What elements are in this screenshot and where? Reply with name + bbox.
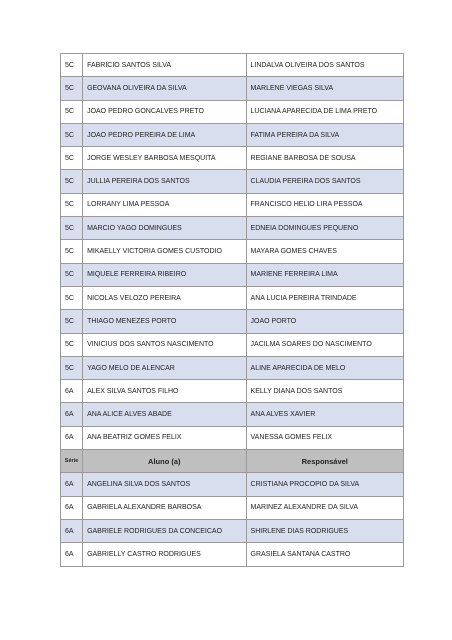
table-row bbox=[61, 240, 404, 263]
table-row bbox=[61, 310, 404, 333]
cell-serie: 5C bbox=[61, 54, 83, 77]
cell-aluno: NICOLAS VELOZO PEREIRA bbox=[83, 286, 246, 309]
table-row bbox=[61, 286, 404, 309]
table-row bbox=[61, 473, 404, 496]
cell-aluno: GABRIELLY CASTRO RODRIGUES bbox=[83, 543, 246, 566]
cell-aluno: FABRICIO SANTOS SILVA bbox=[83, 54, 246, 77]
cell-serie: 5C bbox=[61, 263, 83, 286]
cell-aluno: MARCIO YAGO DOMINGUES bbox=[83, 217, 246, 240]
cell-serie: 6A bbox=[61, 496, 83, 519]
cell-serie: 5C bbox=[61, 356, 83, 379]
cell-aluno: MIQUELE FERREIRA RIBEIRO bbox=[83, 263, 246, 286]
table-row bbox=[61, 77, 404, 100]
cell-aluno: JOAO PEDRO GONCALVES PRETO bbox=[83, 100, 246, 123]
cell-serie: 5C bbox=[61, 77, 83, 100]
cell-serie: 5C bbox=[61, 333, 83, 356]
table-row bbox=[61, 496, 404, 519]
table-row bbox=[61, 217, 404, 240]
table-row bbox=[61, 333, 404, 356]
table-row bbox=[61, 519, 404, 542]
cell-responsavel: MARINEZ ALEXANDRE DA SILVA bbox=[246, 496, 403, 519]
cell-responsavel: SHIRLENE DIAS RODRIGUES bbox=[246, 519, 403, 542]
cell-responsavel: LINDALVA OLIVEIRA DOS SANTOS bbox=[246, 54, 403, 77]
cell-serie: 5C bbox=[61, 170, 83, 193]
cell-serie: 5C bbox=[61, 240, 83, 263]
student-table-body bbox=[61, 54, 404, 567]
cell-responsavel: EDNEIA DOMINGUES PEQUENO bbox=[246, 217, 403, 240]
cell-responsavel: CRISTIANA PROCOPIO DA SILVA bbox=[246, 473, 403, 496]
table-row bbox=[61, 100, 404, 123]
cell-responsavel: CLAUDIA PEREIRA DOS SANTOS bbox=[246, 170, 403, 193]
cell-serie: 6A bbox=[61, 543, 83, 566]
column-header-aluno: Aluno (a) bbox=[83, 450, 246, 473]
cell-serie: 5C bbox=[61, 286, 83, 309]
cell-serie: 6A bbox=[61, 426, 83, 449]
cell-serie: 5C bbox=[61, 100, 83, 123]
column-header-responsavel: Responsável bbox=[246, 450, 403, 473]
cell-aluno: JOAO PEDRO PEREIRA DE LIMA bbox=[83, 123, 246, 146]
cell-responsavel: ANA LUCIA PEREIRA TRINDADE bbox=[246, 286, 403, 309]
cell-aluno: THIAGO MENEZES PORTO bbox=[83, 310, 246, 333]
table-row bbox=[61, 123, 404, 146]
cell-aluno: GEOVANA OLIVEIRA DA SILVA bbox=[83, 77, 246, 100]
cell-serie: 5C bbox=[61, 147, 83, 170]
cell-aluno: ANA ALICE ALVES ABADE bbox=[83, 403, 246, 426]
cell-responsavel: ALINE APARECIDA DE MELO bbox=[246, 356, 403, 379]
cell-responsavel: LUCIANA APARECIDA DE LIMA PRETO bbox=[246, 100, 403, 123]
table-row bbox=[61, 147, 404, 170]
cell-serie: 6A bbox=[61, 519, 83, 542]
cell-responsavel: MARIENE FERREIRA LIMA bbox=[246, 263, 403, 286]
cell-responsavel: MARLENE VIEGAS SILVA bbox=[246, 77, 403, 100]
table-row bbox=[61, 380, 404, 403]
cell-serie: 5C bbox=[61, 123, 83, 146]
table-row bbox=[61, 263, 404, 286]
table-row bbox=[61, 403, 404, 426]
cell-aluno: JULLIA PEREIRA DOS SANTOS bbox=[83, 170, 246, 193]
cell-aluno: JORGE WESLEY BARBOSA MESQUITA bbox=[83, 147, 246, 170]
cell-aluno: GABRIELE RODRIGUES DA CONCEICAO bbox=[83, 519, 246, 542]
cell-serie: 5C bbox=[61, 193, 83, 216]
cell-serie: 5C bbox=[61, 310, 83, 333]
cell-aluno: GABRIELA ALEXANDRE BARBOSA bbox=[83, 496, 246, 519]
table-row bbox=[61, 356, 404, 379]
student-table bbox=[60, 53, 404, 567]
table-row bbox=[61, 170, 404, 193]
cell-aluno: ANA BEATRIZ GOMES FELIX bbox=[83, 426, 246, 449]
cell-aluno: MIKAELLY VICTORIA GOMES CUSTODIO bbox=[83, 240, 246, 263]
table-row bbox=[61, 54, 404, 77]
cell-responsavel: FATIMA PEREIRA DA SILVA bbox=[246, 123, 403, 146]
cell-responsavel: FRANCISCO HELIO LIRA PESSOA bbox=[246, 193, 403, 216]
cell-responsavel: REGIANE BARBOSA DE SOUSA bbox=[246, 147, 403, 170]
table-header-row bbox=[61, 450, 404, 473]
cell-aluno: VINICIUS DOS SANTOS NASCIMENTO bbox=[83, 333, 246, 356]
cell-serie: 6A bbox=[61, 403, 83, 426]
table-row bbox=[61, 193, 404, 216]
column-header-serie: Série bbox=[61, 450, 83, 473]
cell-responsavel: VANESSA GOMES FELIX bbox=[246, 426, 403, 449]
table-row bbox=[61, 426, 404, 449]
cell-responsavel: KELLY DIANA DOS SANTOS bbox=[246, 380, 403, 403]
cell-serie: 5C bbox=[61, 217, 83, 240]
cell-aluno: YAGO MELO DE ALENCAR bbox=[83, 356, 246, 379]
cell-serie: 6A bbox=[61, 380, 83, 403]
cell-responsavel: GRASIELA SANTANA CASTRO bbox=[246, 543, 403, 566]
table-row bbox=[61, 543, 404, 566]
cell-aluno: ALEX SILVA SANTOS FILHO bbox=[83, 380, 246, 403]
cell-responsavel: MAYARA GOMES CHAVES bbox=[246, 240, 403, 263]
cell-aluno: LORRANY LIMA PESSOA bbox=[83, 193, 246, 216]
cell-responsavel: JACILMA SOARES DO NASCIMENTO bbox=[246, 333, 403, 356]
cell-responsavel: JOAO PORTO bbox=[246, 310, 403, 333]
cell-responsavel: ANA ALVES XAVIER bbox=[246, 403, 403, 426]
cell-serie: 6A bbox=[61, 473, 83, 496]
cell-aluno: ANGELINA SILVA DOS SANTOS bbox=[83, 473, 246, 496]
